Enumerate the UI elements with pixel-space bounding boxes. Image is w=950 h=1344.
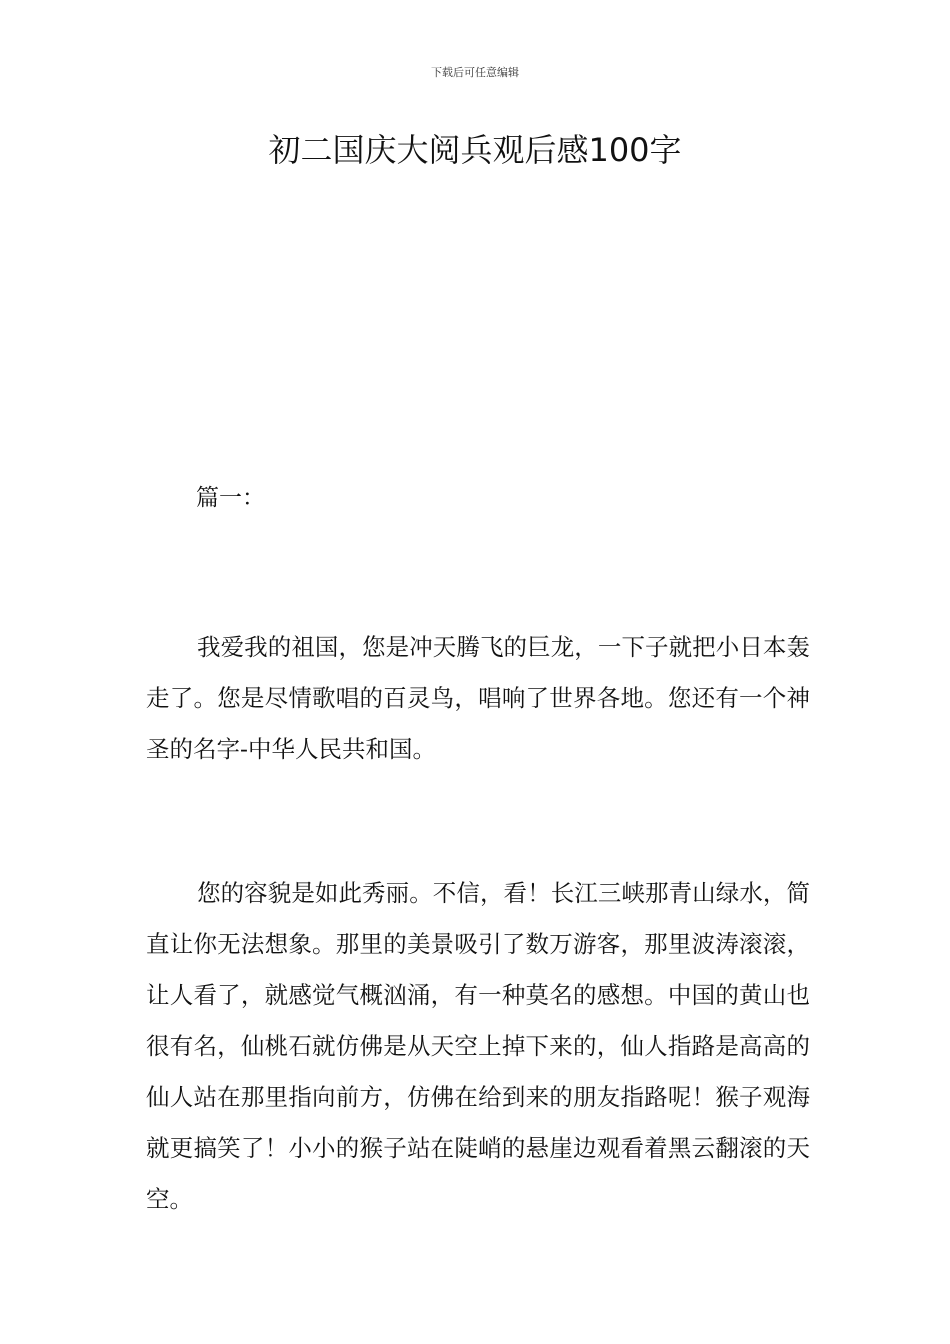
paragraph-2: 您的容貌是如此秀丽。不信，看！长江三峡那青山绿水，简直让你无法想象。那里的美景吸引了数万游客，那里波涛滚滚，让人看了，就感觉气概汹涌，有一种莫名的感想。中国的黄山也很有名，仙桃石就仿佛是从天空上掉下来的，仙人指路是高高的仙人站在那里指向前方，仿佛在给到来的朋友指路呢！猴子观海就更搞笑了！小小的猴子站在陡峭的悬崖边观看着黑云翻滚的天空。 (146, 879, 810, 1213)
section-heading: 篇一： (196, 485, 265, 511)
paragraph-1: 我爱我的祖国，您是冲天腾飞的巨龙，一下子就把小日本轰走了。您是尽情歌唱的百灵鸟，唱响了世界各地。您还有一个神圣的名字-中华人民共和国。 (146, 633, 810, 763)
document-title: 初二国庆大阅兵观后感100字 (268, 131, 682, 169)
header-note: 下载后可任意编辑 (431, 66, 519, 79)
